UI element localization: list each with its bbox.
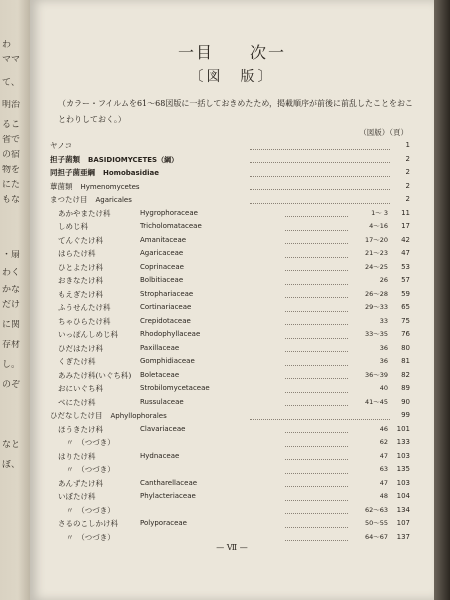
dot-leader bbox=[250, 405, 390, 420]
toc-entry bbox=[50, 369, 410, 383]
entry-latin-name: Cantharellaceae bbox=[140, 478, 198, 487]
entry-plate-range: 47 bbox=[379, 478, 388, 487]
book-gutter-shadow bbox=[434, 0, 450, 600]
dot-leader bbox=[250, 189, 390, 204]
dot-leader bbox=[285, 297, 348, 312]
previous-page-fragment: もな bbox=[2, 195, 21, 205]
entry-plate-range: 4～16 bbox=[369, 222, 388, 230]
dot-leader bbox=[285, 351, 348, 366]
dot-leader bbox=[250, 135, 390, 150]
entry-latin-name: Hydnaceae bbox=[140, 451, 180, 460]
dot-leader bbox=[285, 500, 348, 515]
entry-plate-range: 33 bbox=[379, 316, 388, 325]
toc-entry bbox=[50, 288, 410, 302]
entry-plate-range: 41～45 bbox=[364, 397, 388, 406]
entry-japanese-name: べにたけ科 bbox=[58, 397, 96, 407]
previous-page-fragment: かな bbox=[2, 285, 21, 295]
dot-leader bbox=[250, 176, 390, 191]
entry-plate-range: 46 bbox=[379, 424, 388, 433]
entry-japanese-name: あんずたけ科 bbox=[58, 478, 103, 488]
entry-plate-range: 64～67 bbox=[364, 532, 388, 541]
entry-plate-range: 40 bbox=[379, 384, 388, 392]
entry-page-number: 82 bbox=[401, 370, 410, 379]
entry-page-number: 80 bbox=[401, 343, 410, 352]
toc-entry bbox=[50, 355, 410, 369]
entry-page-number: 75 bbox=[401, 316, 410, 325]
entry-latin-name: Clavariaceae bbox=[140, 424, 186, 433]
entry-latin-name: Hygrophoraceae bbox=[140, 208, 198, 217]
previous-page-fragment: 明治 bbox=[2, 100, 21, 110]
entry-plate-range: 62～63 bbox=[364, 505, 388, 514]
editorial-note: （カラー・フイルムを61～68図版に一括しておきめたため，掲載順序が前後に前乱したことをおことわりしておく。） bbox=[58, 99, 413, 124]
entry-japanese-name: まつたけ目 bbox=[50, 195, 88, 204]
entry-latin-name: Cortinariaceae bbox=[140, 303, 192, 311]
previous-page-fragment: なと bbox=[2, 440, 21, 450]
entry-plate-range: 36 bbox=[379, 343, 388, 352]
toc-entry bbox=[50, 423, 410, 437]
previous-page-fragment: ・扇 bbox=[2, 250, 21, 260]
entry-japanese-name: しめじ科 bbox=[58, 222, 88, 231]
entry-page-number: 57 bbox=[401, 276, 410, 284]
entry-page-number: 11 bbox=[401, 208, 410, 217]
entry-page-number: 2 bbox=[405, 181, 410, 190]
toc-entry bbox=[50, 315, 410, 329]
dot-leader bbox=[285, 311, 348, 326]
entry-page-number: 90 bbox=[401, 397, 410, 406]
entry-page-number: 103 bbox=[396, 478, 410, 487]
previous-page-fragment: のぞ bbox=[2, 380, 21, 390]
previous-page-fragment: し。 bbox=[2, 360, 21, 370]
entry-plate-range: 50～55 bbox=[364, 519, 388, 527]
dot-leader bbox=[285, 230, 348, 245]
entry-page-number: 2 bbox=[405, 154, 410, 163]
entry-plate-range: 24～25 bbox=[364, 262, 388, 271]
toc-entry bbox=[50, 247, 410, 261]
entry-latin-name: Agaricaceae bbox=[140, 249, 184, 257]
entry-plate-range: 26～28 bbox=[364, 289, 388, 298]
entry-page-number: 133 bbox=[396, 438, 410, 446]
previous-page-fragment: わ bbox=[2, 40, 12, 50]
entry-latin-name: Boletaceae bbox=[140, 370, 180, 379]
previous-page-fragment: の宿 bbox=[2, 150, 21, 160]
entry-plate-range: 63 bbox=[379, 465, 388, 473]
entry-latin-name: Crepidotaceae bbox=[140, 316, 191, 325]
entry-japanese-name: おにいぐち科 bbox=[58, 384, 103, 393]
toc-entry bbox=[50, 193, 410, 207]
entry-latin-name: Phylacteriaceae bbox=[140, 492, 196, 500]
entry-japanese-name: ヤノコ bbox=[50, 141, 72, 150]
previous-page-fragment: るこ bbox=[2, 120, 21, 130]
entry-page-number: 107 bbox=[396, 519, 410, 527]
dot-leader bbox=[285, 270, 348, 285]
entry-page-number: 76 bbox=[401, 330, 410, 338]
toc-entry bbox=[50, 531, 410, 545]
entry-latin-name: Russulaceae bbox=[140, 397, 184, 406]
entry-plate-range: 17～20 bbox=[364, 235, 388, 244]
entry-latin-name: Strophariaceae bbox=[140, 289, 194, 298]
entry-page-number: 2 bbox=[405, 195, 410, 203]
toc-entry bbox=[50, 207, 410, 221]
dot-leader bbox=[285, 284, 348, 299]
dot-leader bbox=[285, 527, 348, 542]
entry-latin-name: Rhodophyllaceae bbox=[140, 330, 201, 338]
entry-japanese-name: ちゃひらたけ科 bbox=[58, 316, 111, 326]
previous-page-fragment: て、 bbox=[2, 78, 20, 88]
toc-entry bbox=[50, 517, 410, 531]
entry-latin-name: Amanitaceae bbox=[140, 235, 187, 244]
entry-latin-name: Strobilomycetaceae bbox=[140, 384, 210, 392]
section-subtitle: 〔図 版〕 bbox=[189, 69, 275, 85]
dot-leader bbox=[250, 149, 390, 164]
entry-japanese-name: もえぎたけ科 bbox=[58, 289, 103, 299]
entry-latin-name: Bolbitiaceae bbox=[140, 276, 184, 284]
toc-entry bbox=[50, 301, 410, 315]
dot-leader bbox=[285, 243, 348, 258]
toc-entry bbox=[50, 220, 410, 234]
entry-page-number: 59 bbox=[401, 289, 410, 298]
dot-leader bbox=[285, 378, 348, 393]
toc-entry bbox=[50, 328, 410, 342]
entry-japanese-name: 蕈菌類 bbox=[50, 181, 73, 191]
entry-page-number: 104 bbox=[396, 492, 410, 500]
entry-latin-name: Homobasidiae bbox=[103, 169, 159, 177]
previous-page-fragment: わく bbox=[2, 268, 21, 278]
previous-page-fragment: ぼ、 bbox=[2, 460, 21, 470]
entry-page-number: 134 bbox=[396, 505, 410, 514]
entry-plate-range: 33～35 bbox=[364, 330, 388, 338]
entry-plate-range: 62 bbox=[379, 438, 388, 446]
entry-japanese-name: おきなたけ科 bbox=[58, 276, 103, 285]
entry-page-number: 101 bbox=[396, 424, 410, 433]
book-page bbox=[30, 0, 434, 600]
previous-page-fragment: 物を bbox=[2, 165, 21, 175]
entry-japanese-name: あかやまたけ科 bbox=[58, 208, 111, 218]
entry-latin-name: Polyporaceae bbox=[140, 519, 187, 527]
entry-japanese-name: 〃 （つづき） bbox=[66, 505, 115, 515]
dot-leader bbox=[285, 513, 348, 528]
entry-page-number: 47 bbox=[401, 249, 410, 257]
entry-plate-range: 36 bbox=[379, 357, 388, 365]
entry-page-number: 65 bbox=[401, 303, 410, 311]
entry-page-number: 1 bbox=[405, 141, 410, 149]
entry-page-number: 99 bbox=[401, 411, 410, 419]
toc-entry bbox=[50, 274, 410, 288]
previous-page-fragment: 省で bbox=[2, 135, 21, 145]
toc-list bbox=[50, 139, 410, 544]
entry-latin-name: Hymenomycetes bbox=[80, 182, 140, 191]
entry-japanese-name: 〃 （つづき） bbox=[66, 532, 115, 542]
toc-entry bbox=[50, 342, 410, 356]
toc-entry bbox=[50, 450, 410, 464]
entry-plate-range: 48 bbox=[379, 492, 388, 500]
dot-leader bbox=[285, 419, 348, 434]
dot-leader bbox=[285, 365, 348, 380]
toc-entry bbox=[50, 261, 410, 275]
entry-latin-name: Gomphidiaceae bbox=[140, 357, 195, 365]
dot-leader bbox=[285, 216, 348, 231]
toc-entry bbox=[50, 463, 410, 477]
entry-japanese-name: ひだはたけ科 bbox=[58, 343, 103, 353]
entry-page-number: 2 bbox=[405, 168, 410, 176]
entry-latin-name: BASIDIOMYCETES（綱） bbox=[88, 155, 179, 164]
dot-leader bbox=[285, 486, 348, 501]
entry-japanese-name: はりたけ科 bbox=[58, 451, 96, 461]
dot-leader bbox=[285, 432, 348, 447]
entry-page-number: 137 bbox=[396, 532, 410, 541]
page-title: 一目 次一 bbox=[177, 43, 286, 62]
entry-japanese-name: ふうせんたけ科 bbox=[58, 303, 111, 312]
page-folio: — Ⅶ — bbox=[216, 543, 248, 552]
entry-plate-range: 36～39 bbox=[364, 370, 388, 379]
entry-japanese-name: さるのこしかけ科 bbox=[58, 519, 118, 528]
toc-entry bbox=[50, 409, 410, 423]
entry-page-number: 135 bbox=[396, 465, 410, 473]
dot-leader bbox=[285, 257, 348, 272]
previous-page-fragment: だけ bbox=[2, 300, 21, 310]
entry-japanese-name: 担子菌類 bbox=[50, 154, 80, 164]
entry-page-number: 53 bbox=[401, 262, 410, 271]
entry-japanese-name: 〃 （つづき） bbox=[66, 465, 115, 474]
entry-page-number: 103 bbox=[396, 451, 410, 460]
entry-plate-range: 26 bbox=[379, 276, 388, 284]
entry-japanese-name: あみたけ科(いぐち科) bbox=[58, 370, 132, 380]
toc-entry bbox=[50, 477, 410, 491]
toc-entry bbox=[50, 382, 410, 396]
dot-leader bbox=[285, 324, 348, 339]
dot-leader bbox=[250, 162, 390, 177]
dot-leader bbox=[285, 203, 348, 218]
dot-leader bbox=[285, 392, 348, 407]
entry-plate-range: 47 bbox=[379, 451, 388, 460]
dot-leader bbox=[285, 473, 348, 488]
entry-page-number: 42 bbox=[401, 235, 410, 244]
entry-latin-name: Agaricales bbox=[95, 196, 132, 204]
column-header: （図版）（頁） bbox=[359, 128, 408, 137]
entry-japanese-name: くぎたけ科 bbox=[58, 357, 96, 366]
entry-japanese-name: ひだなしたけ目 bbox=[50, 411, 103, 420]
previous-page-fragment: にた bbox=[2, 180, 21, 190]
entry-page-number: 17 bbox=[401, 222, 410, 230]
toc-entry bbox=[50, 436, 410, 450]
entry-latin-name: Paxillaceae bbox=[140, 343, 180, 352]
entry-japanese-name: 〃 （つづき） bbox=[66, 438, 115, 447]
previous-page-edge bbox=[0, 0, 30, 600]
entry-latin-name: Coprinaceae bbox=[140, 262, 184, 271]
previous-page-fragment: に関 bbox=[2, 320, 21, 330]
entry-page-number: 81 bbox=[401, 357, 410, 365]
entry-latin-name: Aphyllophorales bbox=[110, 412, 167, 420]
entry-japanese-name: いっぽんしめじ科 bbox=[58, 330, 118, 339]
toc-entry bbox=[50, 234, 410, 248]
previous-page-fragment: ママ bbox=[2, 55, 21, 65]
entry-plate-range: 21～23 bbox=[364, 249, 388, 257]
entry-japanese-name: はらたけ科 bbox=[58, 249, 96, 258]
entry-japanese-name: ひとよたけ科 bbox=[58, 262, 103, 272]
entry-plate-range: 29～33 bbox=[364, 303, 388, 311]
dot-leader bbox=[285, 459, 348, 474]
entry-page-number: 89 bbox=[401, 384, 410, 392]
toc-entry bbox=[50, 504, 410, 518]
entry-japanese-name: いぼたけ科 bbox=[58, 492, 96, 501]
previous-page-fragment: 存材 bbox=[2, 340, 21, 350]
dot-leader bbox=[285, 446, 348, 461]
entry-japanese-name: てんぐたけ科 bbox=[58, 235, 103, 245]
entry-japanese-name: 同担子菌亜綱 bbox=[50, 168, 95, 177]
entry-plate-range: 1～ 3 bbox=[371, 208, 388, 217]
toc-entry bbox=[50, 490, 410, 504]
dot-leader bbox=[285, 338, 348, 353]
entry-japanese-name: ほうきたけ科 bbox=[58, 424, 103, 434]
entry-latin-name: Tricholomataceae bbox=[140, 222, 202, 230]
